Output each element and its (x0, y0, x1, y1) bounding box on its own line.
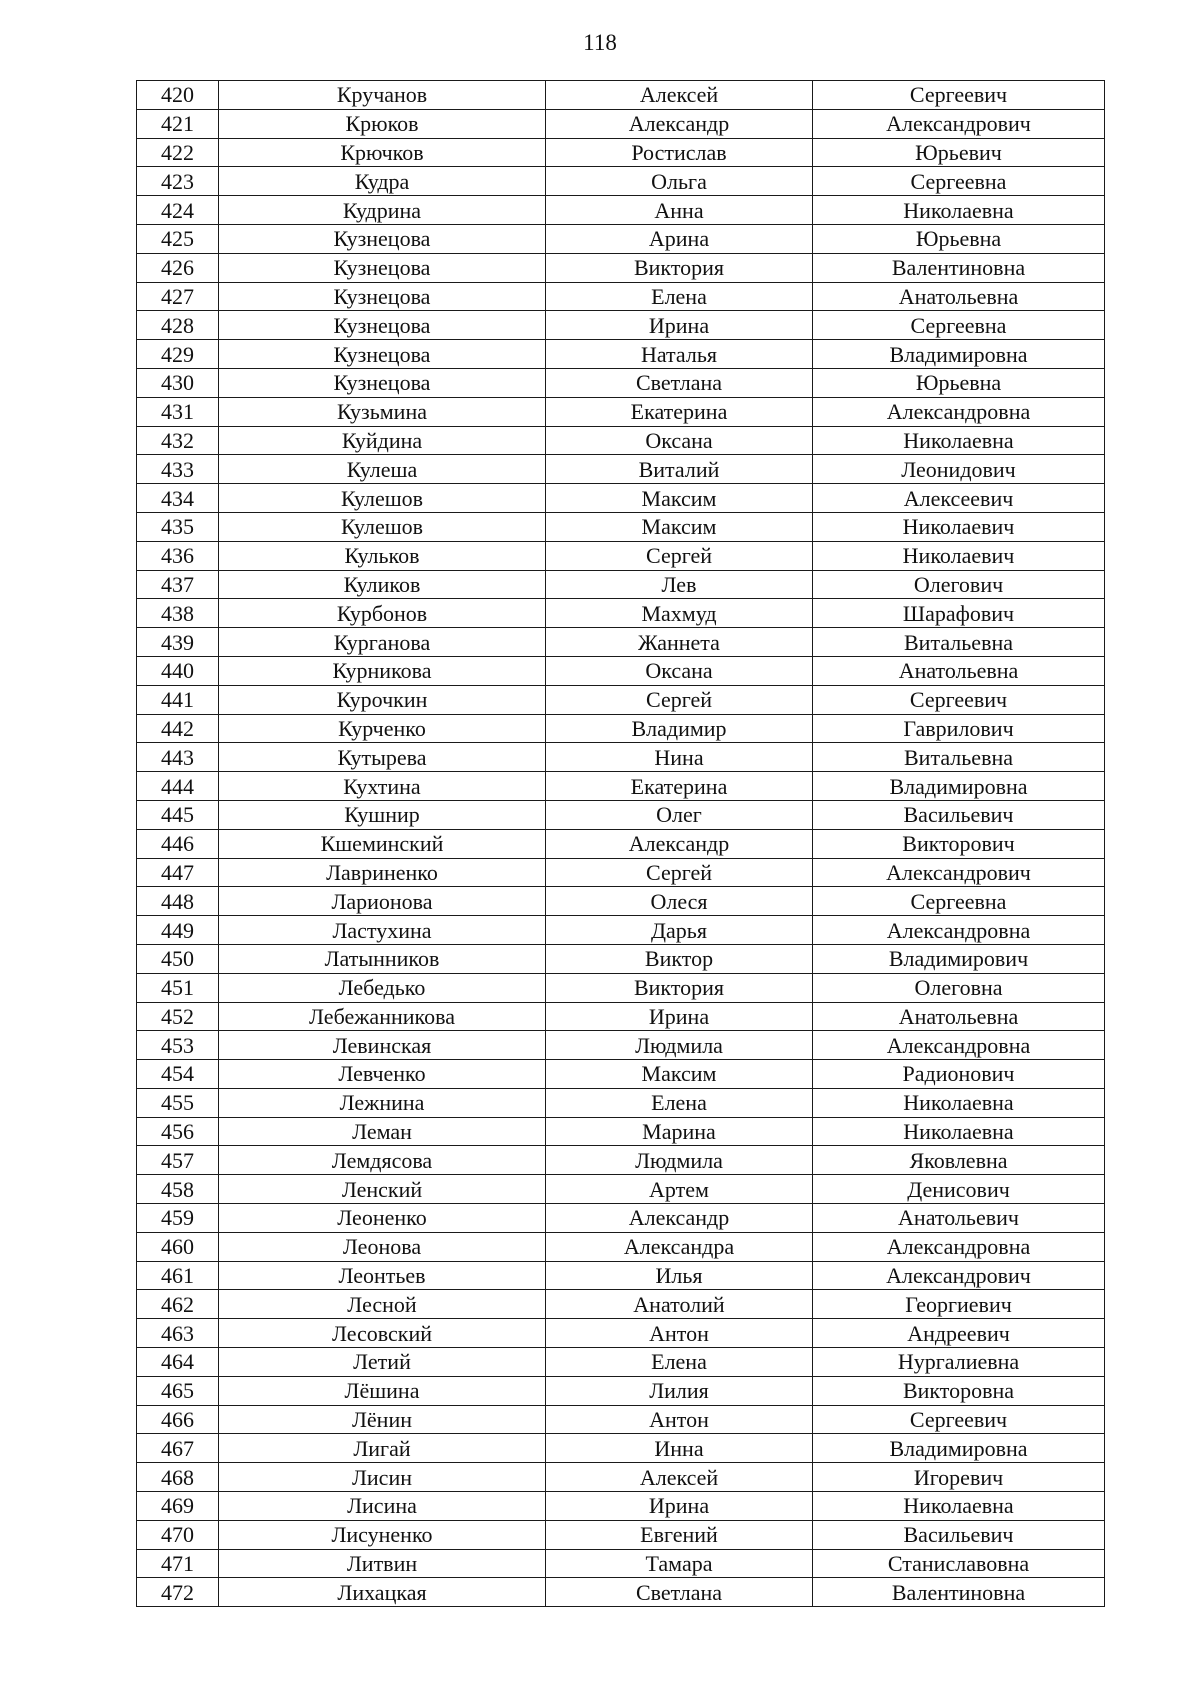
first-name-cell: Сергей (546, 541, 813, 570)
patronymic-cell: Анатольевна (813, 282, 1105, 311)
last-name-cell: Кручанов (219, 81, 546, 110)
table-row (137, 81, 1105, 110)
table-row (137, 1002, 1105, 1031)
table-row (137, 109, 1105, 138)
last-name-cell: Кузьмина (219, 397, 546, 426)
row-number-cell: 457 (137, 1146, 219, 1175)
last-name-cell: Лёнин (219, 1405, 546, 1434)
last-name-cell: Леонова (219, 1232, 546, 1261)
first-name-cell: Светлана (546, 368, 813, 397)
row-number-cell: 436 (137, 541, 219, 570)
patronymic-cell: Сергеевич (813, 1405, 1105, 1434)
row-number-cell: 429 (137, 340, 219, 369)
table-row (137, 1492, 1105, 1521)
table-row (137, 858, 1105, 887)
table-row (137, 599, 1105, 628)
table-row (137, 1261, 1105, 1290)
patronymic-cell: Анатольевна (813, 1002, 1105, 1031)
row-number-cell: 470 (137, 1520, 219, 1549)
table-row (137, 196, 1105, 225)
row-number-cell: 425 (137, 224, 219, 253)
table-row (137, 1146, 1105, 1175)
table-row (137, 455, 1105, 484)
patronymic-cell: Владимирович (813, 944, 1105, 973)
last-name-cell: Лебежанникова (219, 1002, 546, 1031)
patronymic-cell: Алексеевич (813, 484, 1105, 513)
last-name-cell: Лесной (219, 1290, 546, 1319)
first-name-cell: Олег (546, 800, 813, 829)
last-name-cell: Кутырева (219, 743, 546, 772)
row-number-cell: 442 (137, 714, 219, 743)
patronymic-cell: Нургалиевна (813, 1348, 1105, 1377)
table-row (137, 887, 1105, 916)
last-name-cell: Кузнецова (219, 282, 546, 311)
roster-table-body (137, 81, 1105, 1607)
row-number-cell: 458 (137, 1175, 219, 1204)
first-name-cell: Максим (546, 484, 813, 513)
row-number-cell: 438 (137, 599, 219, 628)
table-row (137, 628, 1105, 657)
row-number-cell: 454 (137, 1060, 219, 1089)
table-row (137, 253, 1105, 282)
row-number-cell: 445 (137, 800, 219, 829)
first-name-cell: Максим (546, 1060, 813, 1089)
row-number-cell: 460 (137, 1232, 219, 1261)
table-row (137, 772, 1105, 801)
patronymic-cell: Викторович (813, 829, 1105, 858)
table-row (137, 1348, 1105, 1377)
last-name-cell: Лисина (219, 1492, 546, 1521)
last-name-cell: Ленский (219, 1175, 546, 1204)
first-name-cell: Анна (546, 196, 813, 225)
patronymic-cell: Витальевна (813, 628, 1105, 657)
table-row (137, 714, 1105, 743)
patronymic-cell: Сергеевич (813, 685, 1105, 714)
first-name-cell: Елена (546, 1088, 813, 1117)
last-name-cell: Кузнецова (219, 340, 546, 369)
last-name-cell: Кудрина (219, 196, 546, 225)
last-name-cell: Куйдина (219, 426, 546, 455)
table-row (137, 426, 1105, 455)
row-number-cell: 435 (137, 512, 219, 541)
row-number-cell: 465 (137, 1376, 219, 1405)
table-row (137, 1434, 1105, 1463)
row-number-cell: 450 (137, 944, 219, 973)
patronymic-cell: Юрьевич (813, 138, 1105, 167)
table-row (137, 397, 1105, 426)
table-row (137, 138, 1105, 167)
row-number-cell: 459 (137, 1204, 219, 1233)
patronymic-cell: Николаевна (813, 196, 1105, 225)
page-number: 118 (583, 30, 617, 55)
first-name-cell: Ирина (546, 311, 813, 340)
row-number-cell: 441 (137, 685, 219, 714)
last-name-cell: Кузнецова (219, 368, 546, 397)
first-name-cell: Нина (546, 743, 813, 772)
last-name-cell: Ластухина (219, 916, 546, 945)
table-row (137, 1232, 1105, 1261)
table-row (137, 340, 1105, 369)
row-number-cell: 453 (137, 1031, 219, 1060)
first-name-cell: Сергей (546, 685, 813, 714)
table-row (137, 944, 1105, 973)
first-name-cell: Сергей (546, 858, 813, 887)
last-name-cell: Кузнецова (219, 311, 546, 340)
row-number-cell: 433 (137, 455, 219, 484)
first-name-cell: Екатерина (546, 397, 813, 426)
table-row (137, 541, 1105, 570)
first-name-cell: Виктория (546, 973, 813, 1002)
row-number-cell: 469 (137, 1492, 219, 1521)
patronymic-cell: Станиславовна (813, 1549, 1105, 1578)
table-row (137, 1463, 1105, 1492)
table-row (137, 1204, 1105, 1233)
row-number-cell: 466 (137, 1405, 219, 1434)
patronymic-cell: Александровна (813, 397, 1105, 426)
first-name-cell: Арина (546, 224, 813, 253)
row-number-cell: 428 (137, 311, 219, 340)
first-name-cell: Ирина (546, 1492, 813, 1521)
patronymic-cell: Сергеевна (813, 167, 1105, 196)
patronymic-cell: Сергеевич (813, 81, 1105, 110)
last-name-cell: Лемдясова (219, 1146, 546, 1175)
first-name-cell: Екатерина (546, 772, 813, 801)
first-name-cell: Владимир (546, 714, 813, 743)
patronymic-cell: Николаевич (813, 541, 1105, 570)
row-number-cell: 420 (137, 81, 219, 110)
patronymic-cell: Владимировна (813, 340, 1105, 369)
patronymic-cell: Николаевна (813, 1492, 1105, 1521)
last-name-cell: Курникова (219, 656, 546, 685)
last-name-cell: Лёшина (219, 1376, 546, 1405)
row-number-cell: 432 (137, 426, 219, 455)
first-name-cell: Тамара (546, 1549, 813, 1578)
patronymic-cell: Андреевич (813, 1319, 1105, 1348)
patronymic-cell: Николаевна (813, 1117, 1105, 1146)
table-row (137, 1031, 1105, 1060)
first-name-cell: Александр (546, 829, 813, 858)
row-number-cell: 467 (137, 1434, 219, 1463)
first-name-cell: Оксана (546, 656, 813, 685)
patronymic-cell: Юрьевна (813, 224, 1105, 253)
last-name-cell: Лисин (219, 1463, 546, 1492)
patronymic-cell: Александрович (813, 858, 1105, 887)
first-name-cell: Светлана (546, 1578, 813, 1607)
last-name-cell: Лавриненко (219, 858, 546, 887)
first-name-cell: Наталья (546, 340, 813, 369)
first-name-cell: Ростислав (546, 138, 813, 167)
row-number-cell: 471 (137, 1549, 219, 1578)
patronymic-cell: Александрович (813, 1261, 1105, 1290)
last-name-cell: Кузнецова (219, 253, 546, 282)
patronymic-cell: Леонидович (813, 455, 1105, 484)
patronymic-cell: Сергеевна (813, 311, 1105, 340)
table-row (137, 800, 1105, 829)
patronymic-cell: Олеговна (813, 973, 1105, 1002)
row-number-cell: 463 (137, 1319, 219, 1348)
first-name-cell: Максим (546, 512, 813, 541)
first-name-cell: Лилия (546, 1376, 813, 1405)
patronymic-cell: Владимировна (813, 772, 1105, 801)
last-name-cell: Леонтьев (219, 1261, 546, 1290)
row-number-cell: 451 (137, 973, 219, 1002)
last-name-cell: Лесовский (219, 1319, 546, 1348)
row-number-cell: 437 (137, 570, 219, 599)
row-number-cell: 424 (137, 196, 219, 225)
table-row (137, 1549, 1105, 1578)
first-name-cell: Алексей (546, 81, 813, 110)
row-number-cell: 472 (137, 1578, 219, 1607)
last-name-cell: Летий (219, 1348, 546, 1377)
roster-table (136, 80, 1105, 1607)
first-name-cell: Инна (546, 1434, 813, 1463)
last-name-cell: Лигай (219, 1434, 546, 1463)
last-name-cell: Лебедько (219, 973, 546, 1002)
row-number-cell: 452 (137, 1002, 219, 1031)
table-row (137, 743, 1105, 772)
last-name-cell: Левинская (219, 1031, 546, 1060)
last-name-cell: Кульков (219, 541, 546, 570)
patronymic-cell: Гаврилович (813, 714, 1105, 743)
table-row (137, 1405, 1105, 1434)
patronymic-cell: Владимировна (813, 1434, 1105, 1463)
last-name-cell: Крючков (219, 138, 546, 167)
first-name-cell: Лев (546, 570, 813, 599)
patronymic-cell: Сергеевна (813, 887, 1105, 916)
row-number-cell: 456 (137, 1117, 219, 1146)
row-number-cell: 447 (137, 858, 219, 887)
table-row (137, 1376, 1105, 1405)
table-row (137, 1175, 1105, 1204)
last-name-cell: Лихацкая (219, 1578, 546, 1607)
table-row (137, 1290, 1105, 1319)
last-name-cell: Леоненко (219, 1204, 546, 1233)
patronymic-cell: Васильевич (813, 1520, 1105, 1549)
table-row (137, 1117, 1105, 1146)
patronymic-cell: Николаевич (813, 512, 1105, 541)
patronymic-cell: Денисович (813, 1175, 1105, 1204)
last-name-cell: Ларионова (219, 887, 546, 916)
first-name-cell: Артем (546, 1175, 813, 1204)
first-name-cell: Елена (546, 282, 813, 311)
last-name-cell: Кудра (219, 167, 546, 196)
first-name-cell: Олеся (546, 887, 813, 916)
first-name-cell: Махмуд (546, 599, 813, 628)
row-number-cell: 449 (137, 916, 219, 945)
first-name-cell: Евгений (546, 1520, 813, 1549)
patronymic-cell: Анатольевна (813, 656, 1105, 685)
first-name-cell: Виктор (546, 944, 813, 973)
last-name-cell: Курбонов (219, 599, 546, 628)
patronymic-cell: Николаевна (813, 1088, 1105, 1117)
first-name-cell: Оксана (546, 426, 813, 455)
table-row (137, 224, 1105, 253)
patronymic-cell: Валентиновна (813, 1578, 1105, 1607)
row-number-cell: 439 (137, 628, 219, 657)
row-number-cell: 446 (137, 829, 219, 858)
first-name-cell: Александра (546, 1232, 813, 1261)
last-name-cell: Кулешов (219, 512, 546, 541)
row-number-cell: 448 (137, 887, 219, 916)
row-number-cell: 426 (137, 253, 219, 282)
patronymic-cell: Игоревич (813, 1463, 1105, 1492)
first-name-cell: Людмила (546, 1031, 813, 1060)
last-name-cell: Литвин (219, 1549, 546, 1578)
table-row (137, 685, 1105, 714)
patronymic-cell: Георгиевич (813, 1290, 1105, 1319)
patronymic-cell: Анатольевич (813, 1204, 1105, 1233)
table-row (137, 167, 1105, 196)
row-number-cell: 443 (137, 743, 219, 772)
last-name-cell: Кушнир (219, 800, 546, 829)
row-number-cell: 434 (137, 484, 219, 513)
table-row (137, 1578, 1105, 1607)
last-name-cell: Курганова (219, 628, 546, 657)
table-row (137, 656, 1105, 685)
patronymic-cell: Васильевич (813, 800, 1105, 829)
first-name-cell: Жаннета (546, 628, 813, 657)
row-number-cell: 468 (137, 1463, 219, 1492)
table-row (137, 570, 1105, 599)
table-row (137, 1319, 1105, 1348)
last-name-cell: Кулешов (219, 484, 546, 513)
last-name-cell: Кухтина (219, 772, 546, 801)
patronymic-cell: Олегович (813, 570, 1105, 599)
last-name-cell: Курченко (219, 714, 546, 743)
last-name-cell: Лисуненко (219, 1520, 546, 1549)
last-name-cell: Левченко (219, 1060, 546, 1089)
last-name-cell: Леман (219, 1117, 546, 1146)
table-row (137, 829, 1105, 858)
first-name-cell: Виктория (546, 253, 813, 282)
patronymic-cell: Александровна (813, 1232, 1105, 1261)
last-name-cell: Куликов (219, 570, 546, 599)
first-name-cell: Алексей (546, 1463, 813, 1492)
table-row (137, 282, 1105, 311)
row-number-cell: 461 (137, 1261, 219, 1290)
row-number-cell: 431 (137, 397, 219, 426)
first-name-cell: Виталий (546, 455, 813, 484)
last-name-cell: Крюков (219, 109, 546, 138)
first-name-cell: Елена (546, 1348, 813, 1377)
table-row (137, 368, 1105, 397)
table-row (137, 311, 1105, 340)
row-number-cell: 421 (137, 109, 219, 138)
last-name-cell: Кшеминский (219, 829, 546, 858)
row-number-cell: 423 (137, 167, 219, 196)
first-name-cell: Александр (546, 1204, 813, 1233)
row-number-cell: 464 (137, 1348, 219, 1377)
patronymic-cell: Николаевна (813, 426, 1105, 455)
table-row (137, 1520, 1105, 1549)
last-name-cell: Лежнина (219, 1088, 546, 1117)
last-name-cell: Латынников (219, 944, 546, 973)
first-name-cell: Антон (546, 1319, 813, 1348)
row-number-cell: 430 (137, 368, 219, 397)
first-name-cell: Антон (546, 1405, 813, 1434)
row-number-cell: 440 (137, 656, 219, 685)
patronymic-cell: Витальевна (813, 743, 1105, 772)
first-name-cell: Ирина (546, 1002, 813, 1031)
patronymic-cell: Юрьевна (813, 368, 1105, 397)
row-number-cell: 462 (137, 1290, 219, 1319)
patronymic-cell: Александровна (813, 1031, 1105, 1060)
row-number-cell: 444 (137, 772, 219, 801)
patronymic-cell: Шарафович (813, 599, 1105, 628)
table-row (137, 973, 1105, 1002)
patronymic-cell: Валентиновна (813, 253, 1105, 282)
first-name-cell: Александр (546, 109, 813, 138)
row-number-cell: 422 (137, 138, 219, 167)
row-number-cell: 427 (137, 282, 219, 311)
patronymic-cell: Яковлевна (813, 1146, 1105, 1175)
table-row (137, 484, 1105, 513)
last-name-cell: Кузнецова (219, 224, 546, 253)
patronymic-cell: Викторовна (813, 1376, 1105, 1405)
first-name-cell: Илья (546, 1261, 813, 1290)
patronymic-cell: Александровна (813, 916, 1105, 945)
table-row (137, 916, 1105, 945)
row-number-cell: 455 (137, 1088, 219, 1117)
table-row (137, 1088, 1105, 1117)
first-name-cell: Дарья (546, 916, 813, 945)
last-name-cell: Кулеша (219, 455, 546, 484)
table-row (137, 512, 1105, 541)
patronymic-cell: Александрович (813, 109, 1105, 138)
first-name-cell: Марина (546, 1117, 813, 1146)
first-name-cell: Ольга (546, 167, 813, 196)
first-name-cell: Анатолий (546, 1290, 813, 1319)
first-name-cell: Людмила (546, 1146, 813, 1175)
patronymic-cell: Радионович (813, 1060, 1105, 1089)
table-row (137, 1060, 1105, 1089)
last-name-cell: Курочкин (219, 685, 546, 714)
